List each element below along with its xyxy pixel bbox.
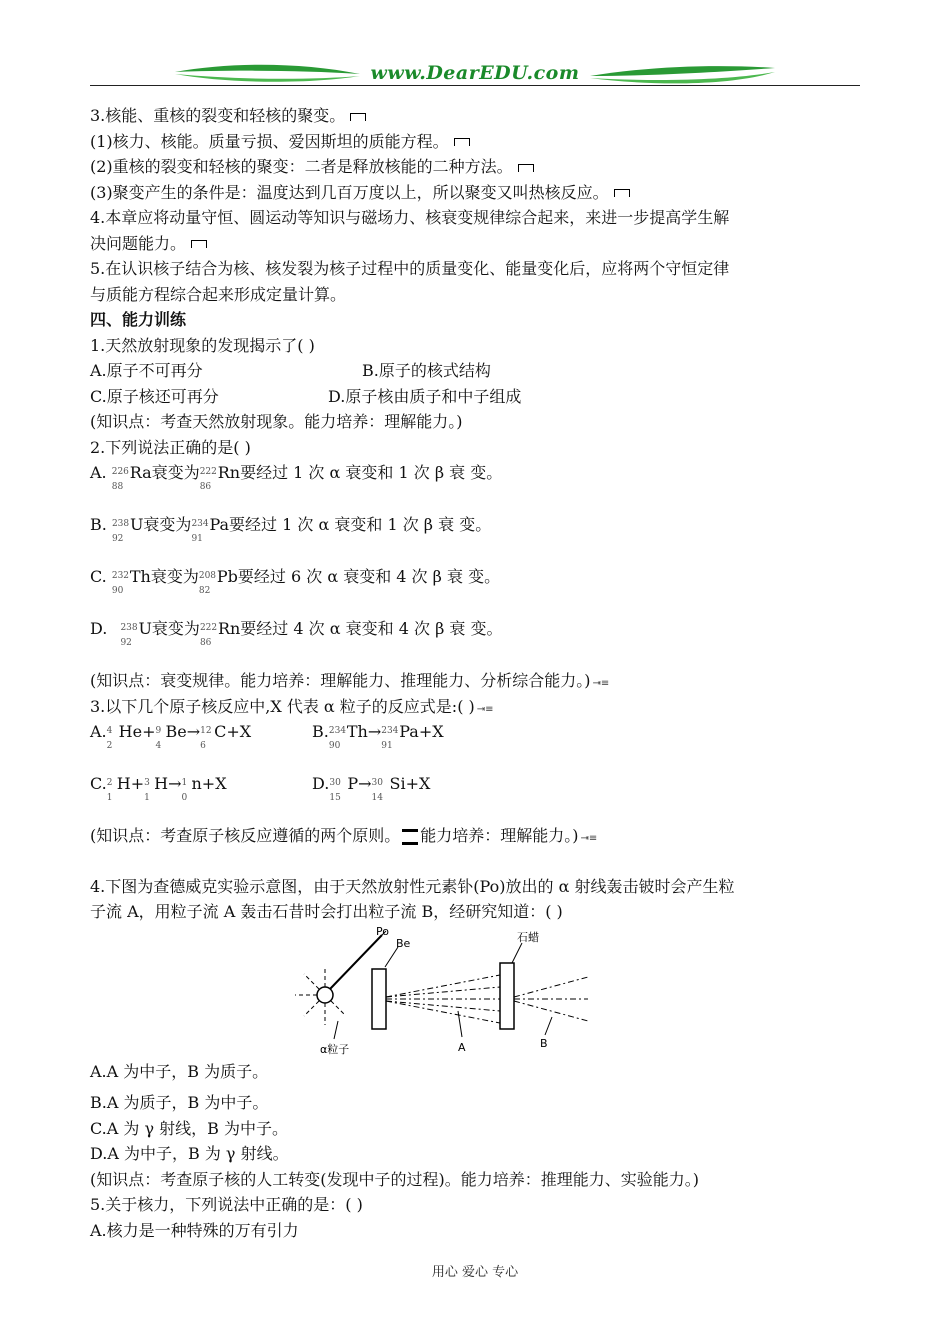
question-stem: 1.天然放射现象的发现揭示了( ) [90, 335, 315, 355]
option-c: C.原子核还可再分 [90, 386, 219, 406]
question-stem: 4.下图为查德威克实验示意图，由于天然放射性元素钋(Po)放出的 α 射线轰击铍时会产生粒 [90, 876, 735, 896]
beryllium-plate [372, 969, 386, 1029]
text-line [90, 231, 865, 257]
paragraph-mark-icon [614, 189, 630, 197]
nuclide-notation: 12 6 [200, 726, 212, 751]
alpha-label: α粒子 [320, 1042, 350, 1056]
text: 与质能方程综合起来形成定量计算。 [90, 284, 347, 304]
option-a: A.A 为中子，B 为质子。 [90, 1061, 269, 1081]
line-end-mark-icon: ⇥≡ [592, 678, 610, 689]
nuclide-notation: 208 82 [198, 571, 217, 596]
option-row [90, 384, 865, 410]
text: (3)聚变产生的条件是：温度达到几百万度以上，所以聚变又叫热核反应。 [90, 182, 609, 202]
option-d: D.A 为中子，B 为 γ 射线。 [90, 1144, 289, 1163]
option-a: A.核力是一种特殊的万有引力 [90, 1220, 299, 1240]
document-body [90, 103, 865, 1243]
option-c: C. 232 90 Th衰变为 208 82 Pb要经过 6 次 α 衰变和 4 次 β 衰 变。 [90, 564, 865, 616]
arrow-icon: → [358, 774, 372, 793]
nuclide-notation: 222 86 [199, 623, 218, 648]
nuclide-notation: 4 2 [106, 726, 113, 751]
nuclide-notation: 30 15 [329, 778, 341, 803]
arrow-icon: → [168, 774, 182, 793]
arrow-icon: → [367, 722, 382, 741]
knowledge-note: (知识点：衰变规律。能力培养：理解能力、推理能力、分析综合能力。) ⇥≡ [90, 671, 610, 690]
question-stem: 子流 A，用粒子流 A 轰击石昔时会打出粒子流 B，经研究知道：( ) [90, 902, 563, 921]
option-b: B. 238 92 U衰变为 234 91 Pa要经过 1 次 α 衰变和 1 次 β 衰 变。 [90, 512, 865, 564]
text: (1)核力、核能。质量亏损、爱因斯坦的质能方程。 [90, 131, 449, 151]
line-end-mark-icon: ⇥≡ [476, 703, 494, 715]
nuclide-notation: 1 0 [181, 778, 188, 803]
question-stem: 3.以下几个原子核反应中,X 代表 α 粒子的反应式是:( ) ⇥≡ [90, 696, 494, 716]
paragraph-mark-icon [454, 138, 470, 146]
option-d: D.原子核由质子和中子组成 [328, 386, 522, 406]
b-label: B [540, 1036, 548, 1050]
option-b: B.A 为质子，B 为中子。 [90, 1093, 269, 1112]
text-line [90, 103, 865, 129]
po-label: Po [376, 926, 389, 938]
arrow-icon: → [186, 722, 201, 741]
nuclide-notation: 2 1 [106, 778, 113, 803]
text-line [90, 154, 865, 180]
text: 决问题能力。 [90, 233, 187, 253]
nuclide-notation: 222 86 [199, 467, 217, 492]
knowledge-note: (知识点：考查原子核反应遵循的两个原则。 能力培养：理解能力。) ⇥≡ [90, 826, 598, 845]
option-d: D. 238 92 U衰变为 222 86 Rn要经过 4 次 α 衰变和 4 次 β 衰 变。 [90, 616, 865, 668]
question-stem: 5.关于核力，下列说法中正确的是：( ) [90, 1195, 363, 1214]
knowledge-note: (知识点：考查原子核的人工转变(发现中子的过程)。能力培养：推理能力、实验能力。) [90, 1169, 699, 1189]
paraffin-label: 石蜡 [517, 930, 539, 944]
nuclide-notation: 234 90 [328, 726, 347, 751]
a-label: A [458, 1040, 466, 1054]
site-url[interactable]: www.DearEDU.com [370, 62, 580, 84]
paragraph-mark-icon [518, 164, 534, 172]
text-line [90, 129, 865, 155]
option-b: B. 234 90 Th→ 234 91 Pa+X [312, 719, 444, 745]
chadwick-experiment-diagram [290, 927, 590, 1057]
text-line [90, 282, 865, 308]
text-line [90, 256, 865, 282]
paragraph-mark-icon [350, 113, 366, 121]
paraffin-plate [500, 963, 514, 1029]
be-label: Be [396, 936, 411, 950]
nuclide-notation: 238 92 [111, 519, 130, 544]
text-line [90, 205, 865, 231]
option-b: B.原子的核式结构 [362, 361, 491, 380]
nuclide-notation: 30 14 [371, 778, 383, 803]
option-d: D. 30 15 P→ 30 14 Si+X [312, 771, 430, 797]
paragraph-mark-icon [191, 240, 207, 248]
section-heading: 四、能力训练 [90, 310, 187, 329]
text: 4.本章应将动量守恒、圆运动等知识与磁场力、核衰变规律综合起来，来进一步提高学生解 [90, 208, 730, 227]
header-rule [90, 85, 860, 86]
nuclide-notation: 232 90 [111, 571, 130, 596]
nuclide-notation: 9 4 [155, 726, 162, 751]
nuclide-notation: 238 92 [120, 623, 138, 648]
option-c: C. 2 1 H+ 3 1 H→ 1 0 n+X [90, 771, 312, 797]
nuclide-notation: 234 91 [381, 726, 399, 751]
text-line [90, 180, 865, 206]
format-mark-icon [402, 829, 418, 845]
option-a: A. 226 88 Ra衰变为 222 86 Rn要经过 1 次 α 衰变和 1 次 β 衰 变。 [90, 460, 865, 512]
knowledge-note: (知识点：考查天然放射现象。能力培养：理解能力。) [90, 412, 463, 431]
text: 3.核能、重核的裂变和轻核的聚变。 [90, 106, 346, 125]
nuclide-notation: 3 1 [144, 778, 150, 803]
text: 5.在认识核子结合为核、核发裂为核子过程中的质量变化、能量变化后，应将两个守恒定律 [90, 259, 730, 278]
question-stem: 2.下列说法正确的是( ) [90, 437, 251, 457]
header-banner [170, 58, 780, 88]
option-a: A. 4 2 He+ 9 4 Be→ 12 6 C+X [90, 719, 312, 745]
option-c: C.A 为 γ 射线，B 为中子。 [90, 1118, 288, 1138]
nuclide-notation: 226 88 [111, 467, 129, 492]
option-a: A.原子不可再分 [90, 361, 203, 380]
option-row [90, 719, 865, 771]
text: (2)重核的裂变和轻核的聚变：二者是释放核能的二种方法。 [90, 157, 513, 176]
page-footer: 用心 爱心 专心 [431, 1265, 519, 1280]
nuclide-notation: 234 91 [191, 519, 209, 544]
option-row [90, 771, 865, 823]
line-end-mark-icon: ⇥≡ [580, 833, 598, 844]
option-row [90, 358, 865, 384]
